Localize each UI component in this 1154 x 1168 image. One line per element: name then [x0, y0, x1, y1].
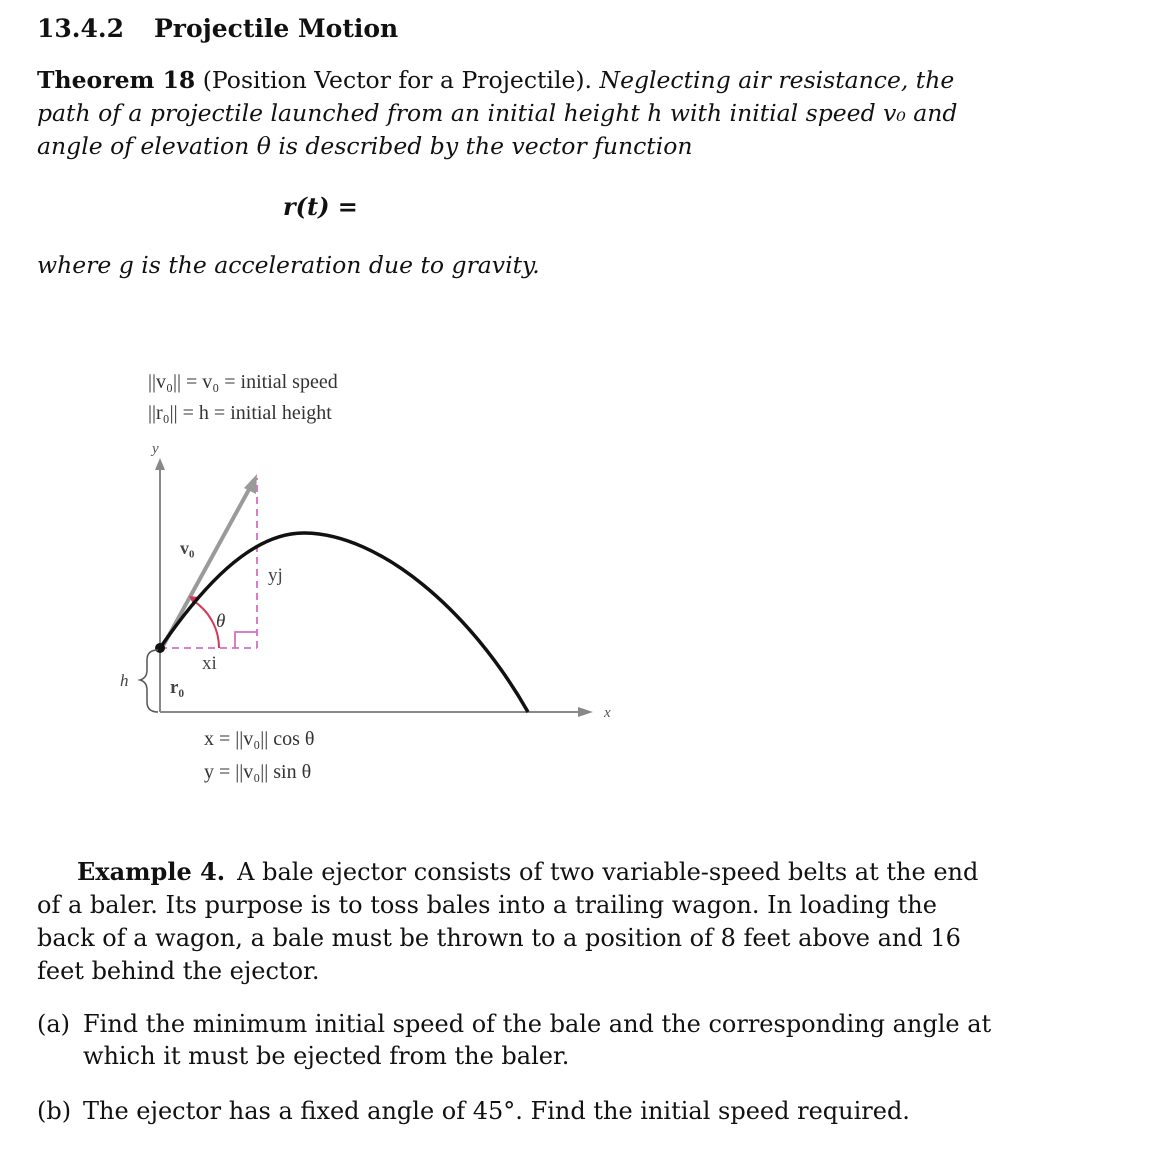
xi-label: xi — [202, 653, 217, 674]
example-text: A bale ejector consists of two variable-speed belts at the end of a baler. Its purpose is to toss bales into a trailing wagon. In loading the back of a wagon, a bale must be thrown to a position of 8 feet above and 16 feet behind the ejector. — [37, 858, 979, 985]
h-label: h — [120, 671, 129, 690]
v0-label: v₀ — [180, 538, 195, 558]
y-axis-arrow — [155, 458, 165, 470]
section-title: Projectile Motion — [154, 14, 399, 43]
legend-height: ||r₀|| = h = initial height — [148, 402, 332, 424]
theta-label: θ — [216, 611, 226, 632]
theorem-note: where g is the acceleration due to gravity. — [37, 251, 540, 279]
right-angle-marker — [235, 632, 257, 648]
example-block — [37, 855, 1002, 988]
r0-label: r₀ — [170, 677, 185, 698]
example-label: Example 4. — [77, 857, 226, 886]
section-number: 13.4.2 — [37, 14, 124, 43]
h-brace — [140, 650, 158, 712]
yj-label: yj — [268, 565, 283, 586]
theorem-name: (Position Vector for a Projectile). — [202, 66, 593, 94]
equation-text: r(t) = — [283, 192, 358, 221]
theorem-statement: Neglecting air resistance, the path of a projectile launched from an initial height h with initial speed v₀ and angle of elevation θ is described by the vector function — [37, 66, 958, 160]
part-a-text: Find the minimum initial speed of the bale and the corresponding angle at which it must be ejected from the baler. — [83, 1010, 992, 1070]
x-axis-label: x — [604, 705, 611, 721]
example-part-b — [37, 1095, 1002, 1127]
part-b-text: The ejector has a fixed angle of 45°. Find the initial speed required. — [83, 1097, 910, 1125]
x-formula: x = ||v₀|| cos θ — [204, 728, 315, 750]
theta-arc — [192, 600, 219, 648]
section-heading — [37, 14, 398, 43]
theorem-equation — [283, 192, 358, 221]
v0-vector — [163, 484, 252, 646]
y-axis-label: y — [152, 441, 159, 457]
theorem-block — [37, 64, 1002, 163]
theorem-label: Theorem 18 — [37, 66, 196, 94]
part-b-label: (b) — [37, 1097, 72, 1125]
y-formula: y = ||v₀|| sin θ — [204, 761, 312, 783]
projectile-figure — [0, 360, 680, 800]
legend-speed: ||v₀|| = v₀ = initial speed — [148, 371, 338, 393]
example-part-a — [37, 1008, 1002, 1072]
part-a-label: (a) — [37, 1010, 71, 1038]
launch-point — [155, 643, 165, 653]
x-axis-arrow — [578, 707, 593, 717]
